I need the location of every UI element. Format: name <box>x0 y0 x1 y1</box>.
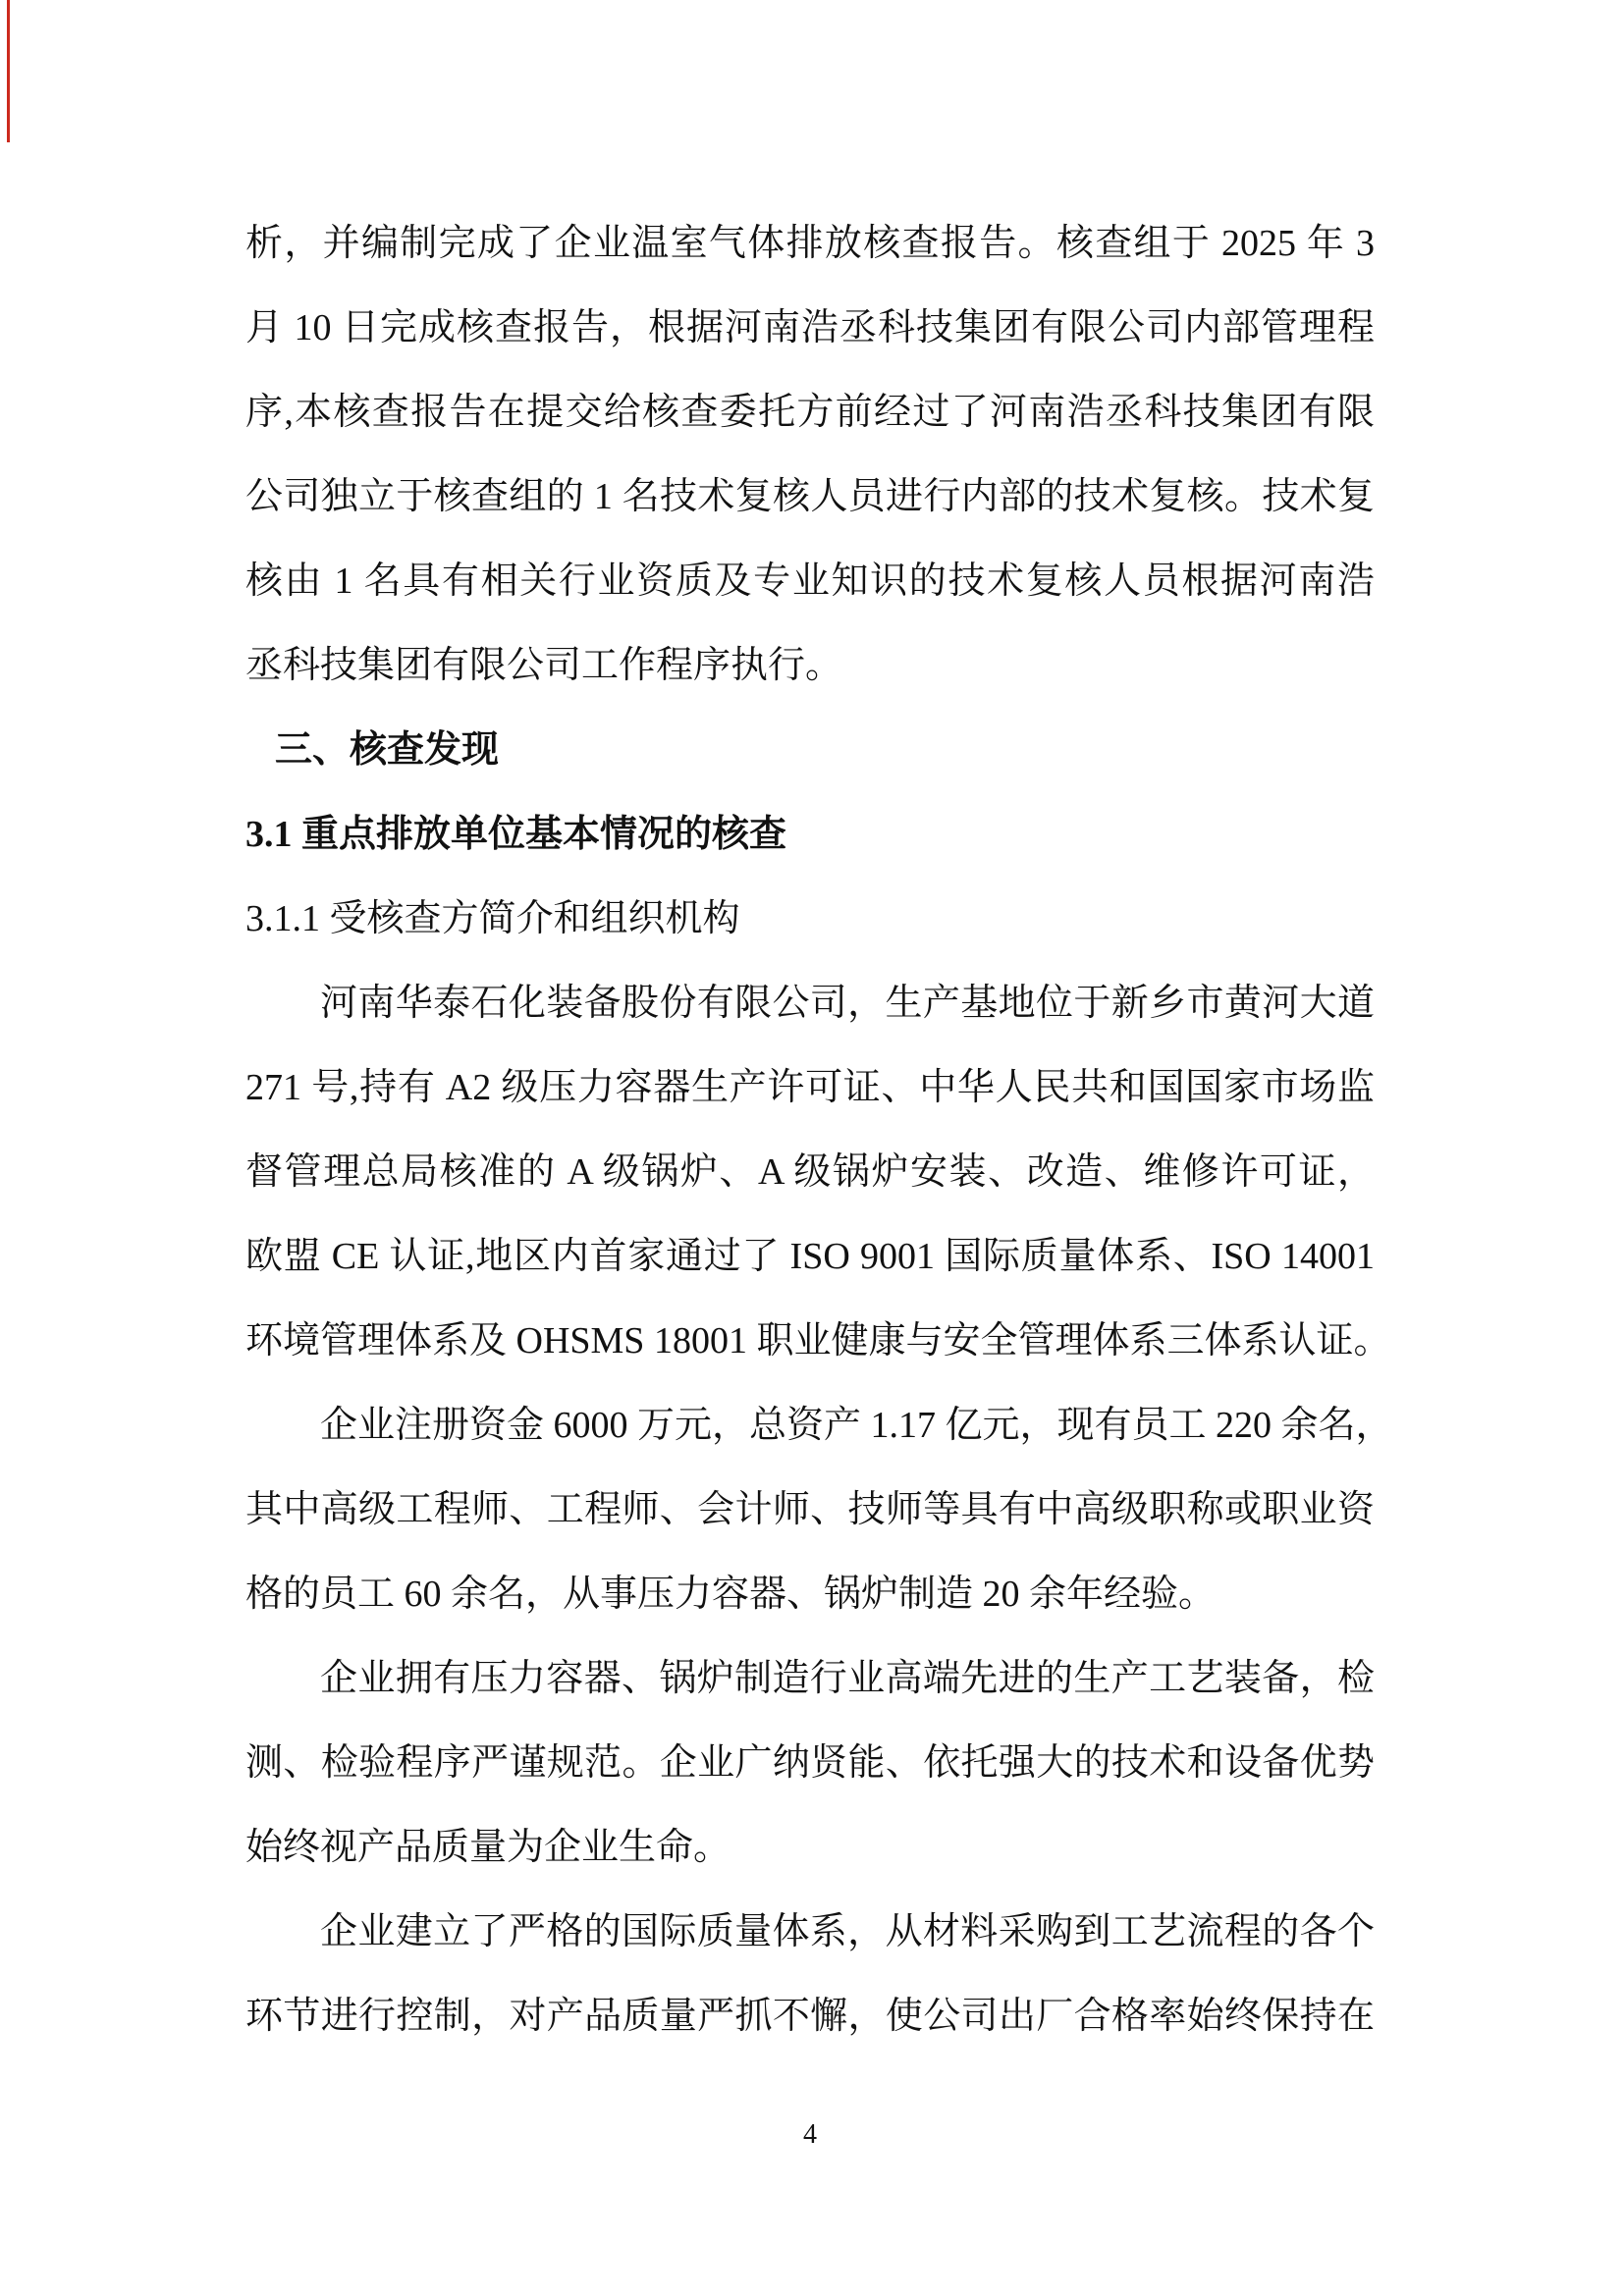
paragraph-verification-process-line: 序,本核查报告在提交给核查委托方前经过了河南浩丞科技集团有限 <box>245 392 1375 433</box>
paragraph-verification-process-line: 公司独立于核查组的 1 名技术复核人员进行内部的技术复核。技术复 <box>245 476 1375 517</box>
paragraph-company-equipment-line: 始终视产品质量为企业生命。 <box>245 1827 731 1868</box>
paragraph-company-capital-line: 其中高级工程师、工程师、会计师、技师等具有中高级职称或职业资 <box>245 1489 1375 1530</box>
paragraph-company-intro-line: 环境管理体系及 OHSMS 18001 职业健康与安全管理体系三体系认证。 <box>245 1320 1391 1362</box>
paragraph-company-equipment-line: 企业拥有压力容器、锅炉制造行业高端先进的生产工艺装备，检 <box>320 1658 1375 1699</box>
section-heading-3-1-1: 3.1.1 受核查方简介和组织机构 <box>245 898 740 939</box>
paragraph-company-capital-line: 格的员工 60 余名，从事压力容器、锅炉制造 20 余年经验。 <box>245 1574 1217 1615</box>
paragraph-company-quality-line: 环节进行控制，对产品质量严抓不懈，使公司出厂合格率始终保持在 <box>245 1996 1375 2037</box>
paragraph-company-capital-line: 企业注册资金 6000 万元，总资产 1.17 亿元，现有员工 220 余名， <box>320 1405 1393 1446</box>
paragraph-company-intro-line: 督管理总局核准的 A 级锅炉、A 级锅炉安装、改造、维修许可证， <box>245 1151 1375 1193</box>
paragraph-verification-process-line: 核由 1 名具有相关行业资质及专业知识的技术复核人员根据河南浩 <box>245 561 1375 602</box>
paragraph-verification-process-line: 月 10 日完成核查报告，根据河南浩丞科技集团有限公司内部管理程 <box>245 307 1375 348</box>
paragraph-company-intro-line: 河南华泰石化装备股份有限公司，生产基地位于新乡市黄河大道 <box>320 983 1375 1024</box>
paragraph-verification-process-line: 丞科技集团有限公司工作程序执行。 <box>245 645 843 686</box>
paragraph-company-quality-line: 企业建立了严格的国际质量体系，从材料采购到工艺流程的各个 <box>320 1911 1375 1952</box>
section-heading-3: 三、核查发现 <box>275 729 500 771</box>
page-edge-mark <box>7 0 10 142</box>
page-number: 4 <box>803 2119 817 2150</box>
section-heading-3-1: 3.1 重点排放单位基本情况的核查 <box>245 814 787 855</box>
paragraph-company-intro-line: 欧盟 CE 认证,地区内首家通过了 ISO 9001 国际质量体系、ISO 14001 <box>245 1236 1375 1277</box>
paragraph-verification-process-line: 析，并编制完成了企业温室气体排放核查报告。核查组于 2025 年 3 <box>245 223 1375 264</box>
paragraph-company-intro-line: 271 号,持有 A2 级压力容器生产许可证、中华人民共和国国家市场监 <box>245 1067 1375 1108</box>
paragraph-company-equipment-line: 测、检验程序严谨规范。企业广纳贤能、依托强大的技术和设备优势 <box>245 1742 1375 1784</box>
document-content <box>245 201 1393 2058</box>
